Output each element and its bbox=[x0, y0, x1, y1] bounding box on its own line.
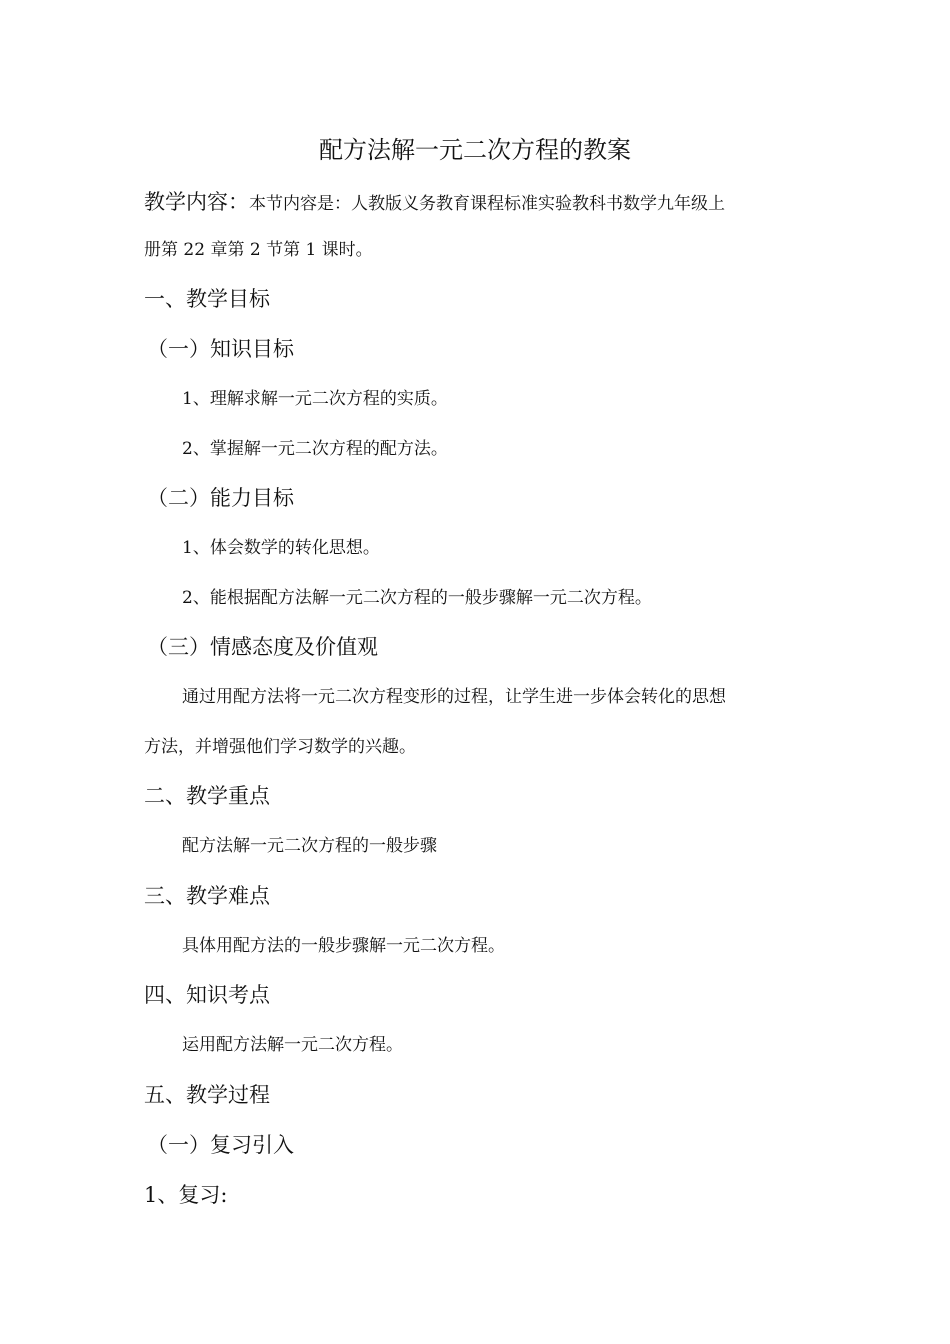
paragraph-1-3-line-2: 方法，并增强他们学习数学的兴趣。 bbox=[144, 737, 416, 757]
section-3-text: 具体用配方法的一般步骤解一元二次方程。 bbox=[182, 936, 505, 956]
section-heading-2: 二、教学重点 bbox=[144, 784, 270, 808]
list-item-1-2-1: 1、体会数学的转化思想。 bbox=[182, 538, 380, 558]
subsection-heading-1-2: （二）能力目标 bbox=[147, 486, 294, 510]
section-heading-3: 三、教学难点 bbox=[144, 884, 270, 908]
intro-text-1: 本节内容是：人教版义务教育课程标准实验教科书数学九年级上 bbox=[249, 194, 725, 214]
intro-line-2: 册第 22 章第 2 节第 1 课时。 bbox=[144, 240, 373, 260]
paragraph-1-3-line-1: 通过用配方法将一元二次方程变形的过程，让学生进一步体会转化的思想 bbox=[182, 687, 726, 707]
section-heading-1: 一、教学目标 bbox=[144, 287, 270, 311]
list-item-1-1-2: 2、掌握解一元二次方程的配方法。 bbox=[182, 439, 448, 459]
subsection-heading-1-3: （三）情感态度及价值观 bbox=[147, 635, 378, 659]
subsection-heading-5-1: （一）复习引入 bbox=[147, 1133, 294, 1157]
intro-label: 教学内容： bbox=[144, 190, 249, 214]
subsection-heading-1-1: （一）知识目标 bbox=[147, 337, 294, 361]
document-title: 配方法解一元二次方程的教案 bbox=[319, 136, 631, 164]
section-heading-5: 五、教学过程 bbox=[144, 1083, 270, 1107]
intro-line-1 bbox=[144, 192, 725, 213]
section-4-text: 运用配方法解一元二次方程。 bbox=[182, 1035, 403, 1055]
list-item-5-1: 1、复习: bbox=[144, 1183, 228, 1207]
list-item-1-2-2: 2、能根据配方法解一元二次方程的一般步骤解一元二次方程。 bbox=[182, 588, 652, 608]
section-heading-4: 四、知识考点 bbox=[144, 983, 270, 1007]
section-2-text: 配方法解一元二次方程的一般步骤 bbox=[182, 836, 437, 856]
list-item-1-1-1: 1、理解求解一元二次方程的实质。 bbox=[182, 389, 448, 409]
